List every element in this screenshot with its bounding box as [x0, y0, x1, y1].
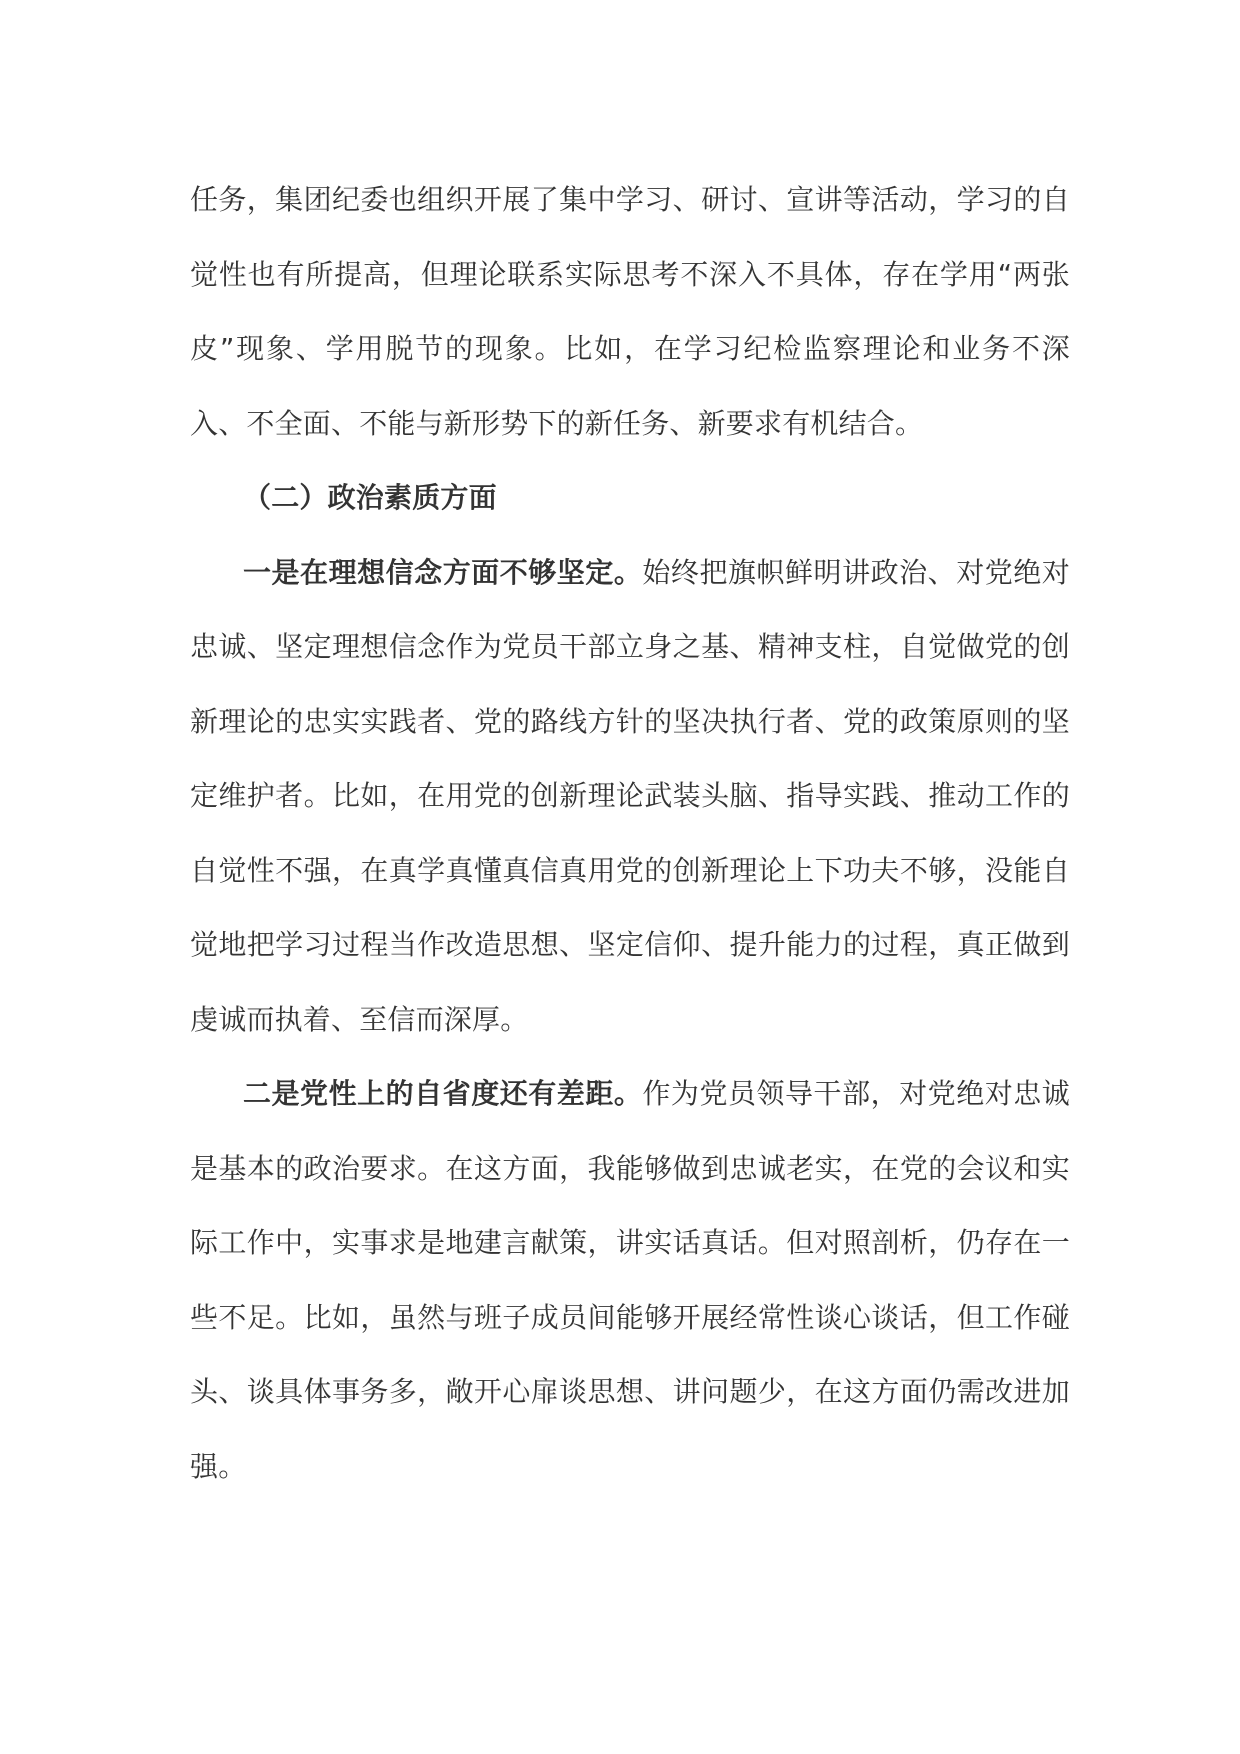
paragraph-text: 任务，集团纪委也组织开展了集中学习、研讨、宣讲等活动，学习的自觉性也有所提高，但理论联系实际思考不深入不具体，存在学用“两张皮”现象、学用脱节的现象。比如，在学习纪检监察理论和业务不深入、不全面、不能与新形势下的新任务、新要求有机结合。 [190, 183, 1070, 440]
section-heading [190, 461, 1070, 536]
paragraph-lead-sentence: 一是在理想信念方面不够坚定。 [243, 555, 643, 589]
paragraph-continuation [190, 163, 1070, 461]
paragraph-party-spirit [190, 1057, 1070, 1504]
section-heading-text: （二）政治素质方面 [243, 481, 497, 514]
paragraph-text: 始终把旗帜鲜明讲政治、对党绝对忠诚、坚定理想信念作为党员干部立身之基、精神支柱，自觉做党的创新理论的忠实实践者、党的路线方针的坚决执行者、党的政策原则的坚定维护者。比如，在用党的创新理论武装头脑、指导实践、推动工作的自觉性不强，在真学真懂真信真用党的创新理论上下功夫不够，没能自觉地把学习过程当作改造思想、坚定信仰、提升能力的过程，真正做到虔诚而执着、至信而深厚。 [190, 555, 1070, 1036]
paragraph-ideals-belief [190, 536, 1070, 1058]
paragraph-lead-sentence: 二是党性上的自省度还有差距。 [243, 1077, 643, 1110]
paragraph-text: 作为党员领导干部，对党绝对忠诚是基本的政治要求。在这方面，我能够做到忠诚老实，在党的会议和实际工作中，实事求是地建言献策，讲实话真话。但对照剖析，仍存在一些不足。比如，虽然与班子成员间能够开展经常性谈心谈话，但工作碰头、谈具体事务多，敞开心扉谈思想、讲问题少，在这方面仍需改进加强。 [190, 1077, 1070, 1483]
document-body [190, 163, 1070, 1504]
